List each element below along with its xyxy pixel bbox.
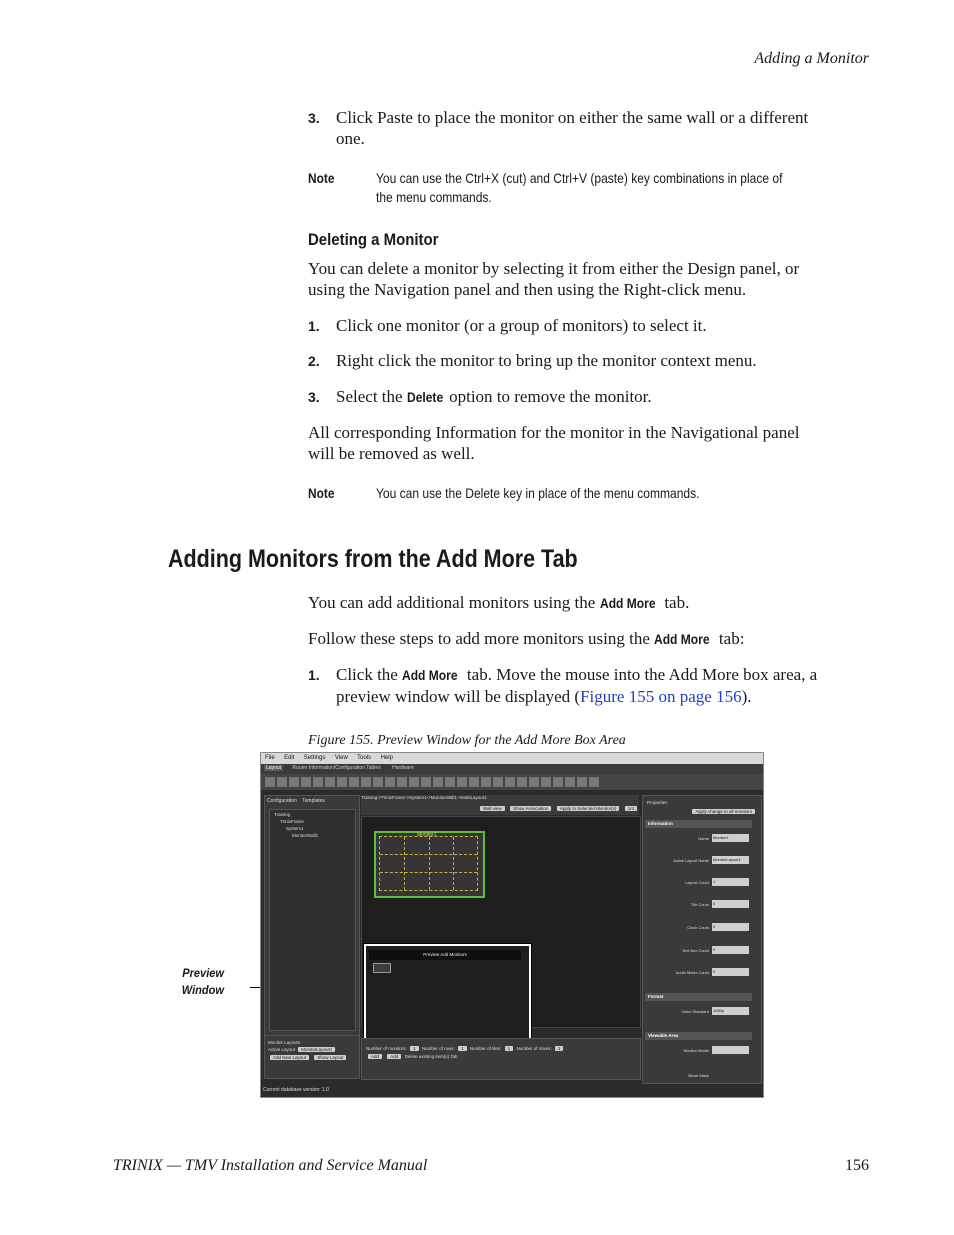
step-number: 3. — [308, 110, 320, 126]
step-text: Right click the monitor to bring up the monitor context menu. — [336, 351, 757, 370]
property-value[interactable]: 0 — [712, 923, 749, 931]
grid-line — [380, 872, 477, 873]
step-text — [336, 386, 652, 408]
property-row — [645, 900, 749, 909]
preview-title: Preview Add Monitors — [369, 950, 521, 960]
menu-settings[interactable]: Settings — [303, 755, 326, 761]
menu-tools[interactable]: Tools — [357, 755, 372, 761]
add-new-layout-button[interactable]: Add New Layout — [270, 1055, 309, 1060]
step-text-line: Click Paste to place the monitor on either the same wall or a different — [336, 108, 809, 127]
section-information: Information — [645, 820, 752, 828]
property-row — [645, 1046, 749, 1055]
num-tiles-input[interactable]: 1 — [505, 1046, 514, 1051]
tab-bar — [261, 764, 763, 774]
property-label: Bezel Mask — [688, 1073, 709, 1078]
keyword-add-more: Add More — [654, 631, 710, 647]
breadcrumb: Training->TrinixFrame->System1->MonitorWall1->MultiLayout1 — [361, 795, 639, 805]
toolbar-icon[interactable] — [277, 777, 287, 787]
property-label: Video Standard — [681, 1009, 709, 1014]
toolbar-icon[interactable] — [325, 777, 335, 787]
property-row — [645, 1071, 749, 1080]
property-row — [645, 878, 749, 887]
paragraph-pre: You can add additional monitors using the — [308, 593, 596, 612]
tab-hardware[interactable]: Hardware — [392, 765, 414, 771]
property-label: Name — [698, 836, 709, 841]
toolbar-icon[interactable] — [373, 777, 383, 787]
toolbar-icon[interactable] — [589, 777, 599, 787]
subsection-heading: Deleting a Monitor — [308, 230, 439, 249]
app-screenshot — [260, 752, 764, 1098]
property-value[interactable] — [712, 1046, 749, 1054]
toolbar-icon[interactable] — [541, 777, 551, 787]
active-layout-select[interactable]: MonitorLayout1 — [298, 1047, 335, 1052]
apply-selected-button[interactable]: Apply to Selected Monitor(s) — [557, 806, 620, 811]
wall-view-select[interactable]: Wall view — [480, 806, 505, 811]
layout-buttons — [268, 1054, 356, 1061]
toolbar-icon[interactable] — [577, 777, 587, 787]
property-label: Clock Count — [687, 925, 709, 930]
tab-layout[interactable]: Layout — [266, 765, 282, 771]
step-text-post: option to remove the monitor. — [449, 387, 652, 406]
monitor-grid — [379, 836, 478, 891]
properties-title: Properties — [647, 800, 668, 805]
show-association-button[interactable]: Show Association — [510, 806, 551, 811]
property-value[interactable]: 0 — [712, 946, 749, 954]
property-row — [645, 923, 749, 932]
property-value[interactable]: 1 — [712, 878, 749, 886]
status-bar — [261, 1087, 763, 1097]
figure-link[interactable]: Figure 155 on page 156 — [580, 687, 742, 706]
keyword-add-more: Add More — [402, 667, 458, 683]
section-viewable-area: Viewable Area — [645, 1032, 752, 1040]
step-text-pre: Select the — [336, 387, 403, 406]
add-monitors-button[interactable]: Add — [368, 1054, 382, 1059]
property-row — [645, 946, 749, 955]
note-label: Note — [308, 485, 335, 501]
step-text-pre: preview window will be displayed ( — [336, 687, 581, 706]
grid-line — [429, 837, 430, 890]
menu-edit[interactable]: Edit — [284, 755, 295, 761]
paragraph-line: You can delete a monitor by selecting it from either the Design panel, or — [308, 259, 800, 278]
toolbar-icon[interactable] — [565, 777, 575, 787]
toolbar-icon[interactable] — [361, 777, 371, 787]
section-heading: Adding Monitors from the Add More Tab — [168, 545, 578, 573]
toolbar-icon[interactable] — [505, 777, 515, 787]
num-mixes-input[interactable]: 1 — [555, 1046, 564, 1051]
toolbar-icon[interactable] — [481, 777, 491, 787]
tab-templates[interactable]: Templates — [302, 798, 325, 804]
property-label: Audio Meter Count — [675, 970, 709, 975]
toolbar-icon[interactable] — [421, 777, 431, 787]
tab-router-information[interactable]: Router Information/Configuration Tables — [292, 765, 381, 771]
keyword-add-more: Add More — [599, 595, 656, 611]
property-label: Active Layout Name — [673, 858, 709, 863]
step-text-post: tab. Move the mouse into the Add More box area, a — [466, 665, 818, 684]
paragraph — [308, 258, 799, 300]
property-row — [645, 968, 749, 977]
apply-all-button[interactable]: Apply change to all monitors — [692, 809, 755, 814]
menu-view[interactable]: View — [334, 755, 348, 761]
note-text: You can use the Delete key in place of the menu commands. — [376, 485, 700, 501]
toolbar-icon[interactable] — [445, 777, 455, 787]
navigation-tree — [269, 809, 356, 1031]
note-label: Note — [308, 170, 335, 186]
canvas-controls — [361, 805, 639, 815]
paragraph-post: tab. — [664, 593, 690, 612]
tree-node[interactable]: TrinixFrame — [280, 819, 304, 824]
property-value[interactable]: Monitor1 — [712, 834, 749, 842]
tab-configuration[interactable]: Configuration — [267, 798, 297, 804]
paragraph-post: tab: — [718, 629, 745, 648]
step-text-post: ). — [741, 687, 752, 706]
step-number: 1. — [308, 318, 320, 334]
toolbar-icon[interactable] — [349, 777, 359, 787]
step-text — [336, 107, 808, 149]
monitor-label: Monitor1 — [417, 832, 437, 838]
toolbar — [261, 774, 763, 790]
callout-line: Preview — [182, 966, 224, 980]
note-line: You can use the Ctrl+X (cut) and Ctrl+V (paste) key combinations in place of — [376, 170, 783, 186]
paragraph — [308, 422, 799, 464]
paragraph-line: using the Navigation panel and then using the Right-click menu. — [308, 280, 747, 299]
grid-line — [380, 854, 477, 855]
toolbar-icon[interactable] — [493, 777, 503, 787]
toolbar-icon[interactable] — [265, 777, 275, 787]
show-layout-button[interactable]: Show Layout — [314, 1055, 346, 1060]
step-text-line — [336, 686, 817, 707]
paragraph-line: All corresponding Information for the monitor in the Navigational panel — [308, 423, 800, 442]
property-value[interactable]: MonitorLayout1 — [712, 856, 749, 864]
add-more-panel — [361, 1038, 641, 1080]
step-text-line: one. — [336, 129, 365, 148]
step-text-pre: Click the — [336, 665, 398, 684]
figure-caption: Figure 155. Preview Window for the Add More Box Area — [308, 733, 626, 748]
property-value[interactable]: 0 — [712, 900, 749, 908]
active-layout-label: Active Layout — [268, 1047, 296, 1052]
paragraph — [308, 628, 744, 650]
navigation-tabs — [265, 796, 359, 806]
note-text — [376, 169, 840, 207]
property-label: Tile Count — [690, 902, 709, 907]
footer-title: TRINIX — TMV Installation and Service Manual — [113, 1157, 428, 1174]
toolbar-icon[interactable] — [313, 777, 323, 787]
toolbar-icon[interactable] — [529, 777, 539, 787]
paragraph — [308, 592, 689, 614]
paragraph-pre: Follow these steps to add more monitors using the — [308, 629, 650, 648]
property-value[interactable]: 1080p — [712, 1007, 749, 1015]
monitor-layouts-title: Monitor Layouts — [268, 1040, 301, 1045]
callout-label — [174, 965, 224, 999]
grid-line — [404, 837, 405, 890]
add-buttons-row — [366, 1053, 636, 1060]
tree-node[interactable]: System1 — [286, 826, 304, 831]
active-layout-row — [268, 1046, 356, 1053]
step-number: 1. — [308, 667, 320, 683]
num-rows-input[interactable]: 1 — [458, 1046, 467, 1051]
step-text — [336, 664, 817, 707]
properties-panel — [642, 795, 762, 1084]
toolbar-icon[interactable] — [385, 777, 395, 787]
menu-bar — [261, 753, 763, 764]
preview-monitor — [373, 963, 391, 973]
num-monitors-label: Number of monitors: — [366, 1046, 407, 1051]
num-mixes-label: Number of mixes: — [516, 1046, 552, 1051]
paragraph-line: will be removed as well. — [308, 444, 475, 463]
toolbar-icon[interactable] — [457, 777, 467, 787]
running-header: Adding a Monitor — [754, 50, 869, 67]
num-rows-label: Number of rows: — [421, 1046, 455, 1051]
property-row — [645, 856, 749, 865]
page-number: 156 — [845, 1157, 869, 1174]
section-format: Format — [645, 993, 752, 1001]
monitor-layouts-panel — [264, 1035, 360, 1079]
tree-node[interactable]: MonitorWall1 — [292, 833, 319, 838]
property-label: Text Box Count — [681, 948, 709, 953]
step-text-line — [336, 664, 817, 686]
add-tiles-button[interactable]: Add — [387, 1054, 401, 1059]
tree-node[interactable]: Training — [274, 812, 291, 817]
property-row — [645, 834, 749, 843]
property-label: Layout Count — [685, 880, 709, 885]
step-text: Click one monitor (or a group of monitors) to select it. — [336, 316, 707, 335]
keyword-delete: Delete — [406, 389, 443, 405]
tab-checkbox[interactable]: Tab — [450, 1054, 458, 1059]
menu-file[interactable]: File — [265, 755, 275, 761]
menu-help[interactable]: Help — [380, 755, 393, 761]
add-more-row — [366, 1045, 636, 1052]
step-number: 2. — [308, 353, 320, 369]
toolbar-icon[interactable] — [289, 777, 299, 787]
num-tiles-label: Number of tiles: — [469, 1046, 502, 1051]
toolbar-icon[interactable] — [409, 777, 419, 787]
property-row — [645, 1007, 749, 1016]
toolbar-icon[interactable] — [301, 777, 311, 787]
num-monitors-input[interactable]: 1 — [410, 1046, 419, 1051]
zoom-select[interactable]: 1/4 — [625, 806, 637, 811]
property-label: Monitor Model — [683, 1048, 709, 1053]
toolbar-icon[interactable] — [433, 777, 443, 787]
toolbar-icon[interactable] — [397, 777, 407, 787]
toolbar-icon[interactable] — [337, 777, 347, 787]
note-line: the menu commands. — [376, 189, 492, 205]
property-value[interactable]: 0 — [712, 968, 749, 976]
grid-line — [453, 837, 454, 890]
toolbar-icon[interactable] — [469, 777, 479, 787]
toolbar-icon[interactable] — [517, 777, 527, 787]
callout-line: Window — [181, 983, 224, 997]
status-text: Current database version: 1.0 — [263, 1087, 329, 1093]
toolbar-icon[interactable] — [553, 777, 563, 787]
delete-existing-checkbox[interactable]: Delete existing item(s) — [404, 1054, 450, 1059]
step-number: 3. — [308, 389, 320, 405]
